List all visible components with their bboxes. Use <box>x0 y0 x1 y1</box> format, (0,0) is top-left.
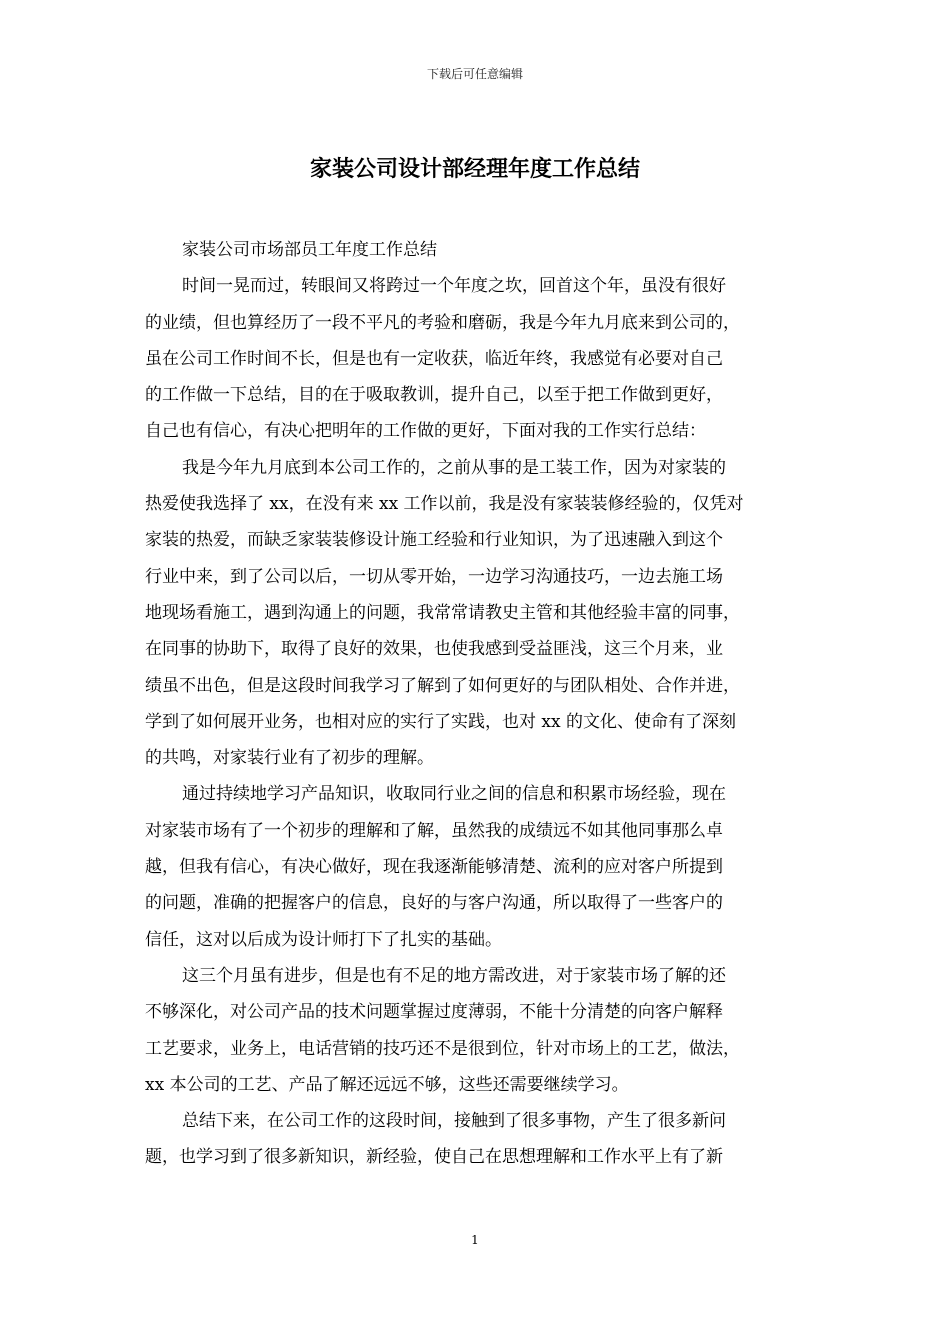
paragraph-line: 的业绩，但也算经历了一段不平凡的考验和磨砺，我是今年九月底来到公司的， <box>145 312 740 333</box>
paragraph-line: 绩虽不出色，但是这段时间我学习了解到了如何更好的与团队相处、合作并进， <box>145 675 740 696</box>
paragraph-line: 自己也有信心，有决心把明年的工作做的更好，下面对我的工作实行总结： <box>145 421 706 442</box>
document-title: 家装公司设计部经理年度工作总结 <box>309 157 640 182</box>
header-note: 下载后可任意编辑 <box>426 67 523 81</box>
paragraph-line: 行业中来，到了公司以后，一切从零开始，一边学习沟通技巧，一边去施工场 <box>145 566 723 587</box>
paragraph-line: 通过持续地学习产品知识，收取同行业之间的信息和积累市场经验，现在 <box>182 784 726 805</box>
paragraph-line: 的共鸣，对家装行业有了初步的理解。 <box>145 748 434 769</box>
paragraph-line: 在同事的协助下，取得了良好的效果，也使我感到受益匪浅，这三个月来，业 <box>145 639 723 660</box>
paragraph-line: 的工作做一下总结，目的在于吸取教训，提升自己，以至于把工作做到更好， <box>145 385 723 406</box>
paragraph-line: 不够深化，对公司产品的技术问题掌握过度薄弱，不能十分清楚的向客户解释 <box>145 1002 723 1023</box>
paragraph-line: 热爱使我选择了 xx，在没有来 xx 工作以前，我是没有家装装修经验的，仅凭对 <box>145 494 744 515</box>
paragraph-line: 信任，这对以后成为设计师打下了扎实的基础。 <box>145 929 502 950</box>
paragraph-line: 对家装市场有了一个初步的理解和了解，虽然我的成绩远不如其他同事那么卓 <box>145 820 723 841</box>
paragraph-line: 这三个月虽有进步，但是也有不足的地方需改进，对于家装市场了解的还 <box>182 965 726 986</box>
paragraph-line: 虽在公司工作时间不长，但是也有一定收获，临近年终，我感觉有必要对自己 <box>145 348 723 369</box>
paragraph-line: 家装的热爱，而缺乏家装装修设计施工经验和行业知识，为了迅速融入到这个 <box>145 530 723 551</box>
paragraph-line: 的问题，准确的把握客户的信息，良好的与客户沟通，所以取得了一些客户的 <box>145 893 723 914</box>
paragraph-line: 总结下来，在公司工作的这段时间，接触到了很多事物，产生了很多新问 <box>182 1111 726 1132</box>
paragraph-line: 时间一晃而过，转眼间又将跨过一个年度之坎，回首这个年，虽没有很好 <box>182 276 726 297</box>
paragraph-line: 工艺要求，业务上，电话营销的技巧还不是很到位，针对市场上的工艺，做法， <box>145 1038 740 1059</box>
paragraph-line: 我是今年九月底到本公司工作的，之前从事的是工装工作，因为对家装的 <box>182 457 726 478</box>
paragraph-line: 地现场看施工，遇到沟通上的问题，我常常请教史主管和其他经验丰富的同事， <box>145 602 740 623</box>
page-number: 1 <box>471 1233 479 1247</box>
paragraph-line: xx 本公司的工艺、产品了解还远远不够，这些还需要继续学习。 <box>145 1074 629 1095</box>
paragraph-line: 学到了如何展开业务，也相对应的实行了实践，也对 xx 的文化、使命有了深刻 <box>145 711 736 732</box>
paragraph-line: 越，但我有信心，有决心做好，现在我逐渐能够清楚、流利的应对客户所提到 <box>145 857 723 878</box>
document-body <box>145 232 819 1176</box>
subtitle-line: 家装公司市场部员工年度工作总结 <box>182 240 437 260</box>
paragraph-line: 题，也学习到了很多新知识，新经验，使自己在思想理解和工作水平上有了新 <box>145 1147 723 1168</box>
